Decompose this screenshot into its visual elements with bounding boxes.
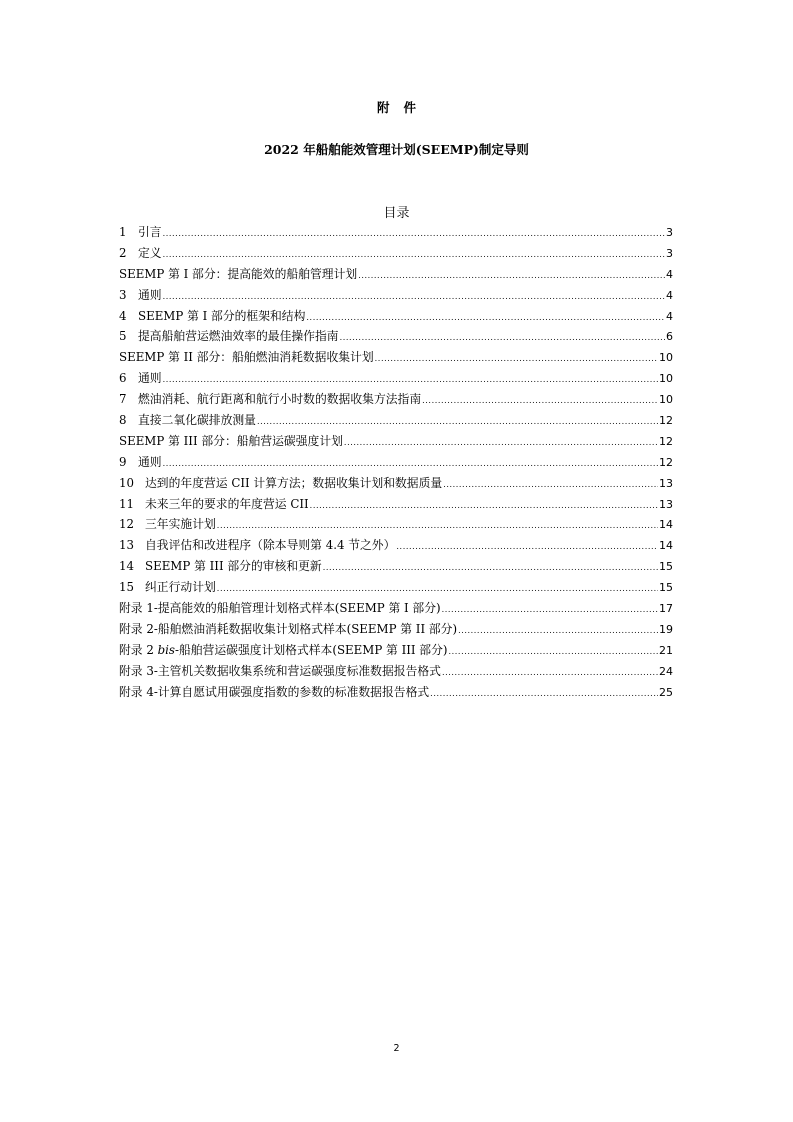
toc-entry-text: 自我评估和改进程序（除本导则第 4.4 节之外） xyxy=(145,538,396,553)
annex-heading-char-1: 附 xyxy=(376,100,390,115)
toc-leader-dots xyxy=(358,266,665,287)
toc-entry-appendix-2-bis[interactable] xyxy=(119,640,673,661)
toc-leader-dots xyxy=(344,433,658,454)
toc-entry-page: 12 xyxy=(659,414,673,428)
toc-entry-text: 定义 xyxy=(138,245,162,260)
toc-entry-page: 12 xyxy=(659,455,673,469)
toc-entry-text: 未来三年的要求的年度营运 CII xyxy=(145,496,309,511)
toc-entry-seemp-part-2[interactable] xyxy=(119,347,673,368)
toc-entry-12[interactable] xyxy=(119,514,673,535)
toc-entry-5[interactable] xyxy=(119,326,673,347)
toc-entry-page: 4 xyxy=(666,267,673,281)
toc-entry-10[interactable] xyxy=(119,473,673,494)
toc-entry-page: 3 xyxy=(666,246,673,260)
toc-entry-page: 19 xyxy=(659,622,673,636)
toc-leader-dots xyxy=(443,475,658,496)
toc-entry-appendix-3[interactable] xyxy=(119,661,673,682)
annex-heading-char-2: 件 xyxy=(403,100,417,115)
toc-entry-number: 13 xyxy=(119,538,135,553)
table-of-contents xyxy=(119,222,673,702)
toc-entry-text: 燃油消耗、航行距离和航行小时数的数据收集方法指南 xyxy=(138,392,422,407)
toc-entry-4[interactable] xyxy=(119,306,673,327)
toc-entry-number: 11 xyxy=(119,496,135,511)
toc-entry-text-italic: bis xyxy=(157,642,175,657)
toc-entry-page: 10 xyxy=(659,393,673,407)
toc-leader-dots xyxy=(163,245,665,266)
toc-entry-page: 4 xyxy=(666,288,673,302)
toc-leader-dots xyxy=(375,349,658,370)
toc-leader-dots xyxy=(306,308,665,329)
toc-entry-13[interactable] xyxy=(119,535,673,556)
toc-entry-number: 7 xyxy=(119,392,127,407)
toc-entry-text: SEEMP 第 III 部分的审核和更新 xyxy=(145,559,322,574)
toc-leader-dots xyxy=(422,391,658,412)
toc-entry-11[interactable] xyxy=(119,494,673,515)
toc-entry-page: 10 xyxy=(659,372,673,386)
toc-entry-text: 通则 xyxy=(138,454,162,469)
toc-entry-text-suffix: -船舶营运碳强度计划格式样本(SEEMP 第 III 部分) xyxy=(175,642,448,657)
toc-entry-text: SEEMP 第 III 部分：船舶营运碳强度计划 xyxy=(119,433,343,448)
toc-leader-dots xyxy=(442,663,658,684)
toc-entry-text: 附录 2-船舶燃油消耗数据收集计划格式样本(SEEMP 第 II 部分) xyxy=(119,621,458,636)
toc-leader-dots xyxy=(458,621,658,642)
toc-entry-text xyxy=(119,640,448,661)
toc-leader-dots xyxy=(323,558,658,579)
toc-leader-dots xyxy=(442,600,658,621)
toc-entry-number: 2 xyxy=(119,245,127,260)
toc-entry-page: 15 xyxy=(659,581,673,595)
toc-leader-dots xyxy=(430,684,658,705)
toc-entry-text: 提高船舶营运燃油效率的最佳操作指南 xyxy=(138,329,339,344)
toc-leader-dots xyxy=(340,328,665,349)
toc-entry-text: 通则 xyxy=(138,287,162,302)
toc-entry-text: 附录 1-提高能效的船舶管理计划格式样本(SEEMP 第 I 部分) xyxy=(119,601,441,616)
toc-entry-number: 8 xyxy=(119,413,127,428)
toc-entry-page: 14 xyxy=(659,539,673,553)
toc-entry-page: 6 xyxy=(666,330,673,344)
toc-leader-dots xyxy=(257,412,658,433)
toc-entry-number: 4 xyxy=(119,308,127,323)
toc-entry-1[interactable] xyxy=(119,222,673,243)
toc-entry-number: 15 xyxy=(119,580,135,595)
toc-entry-8[interactable] xyxy=(119,410,673,431)
toc-entry-14[interactable] xyxy=(119,556,673,577)
toc-entry-6[interactable] xyxy=(119,368,673,389)
document-title: 2022 年船舶能效管理计划(SEEMP)制定导则 xyxy=(264,142,529,157)
toc-entry-number: 12 xyxy=(119,517,135,532)
toc-entry-page: 14 xyxy=(659,518,673,532)
toc-entry-page: 15 xyxy=(659,560,673,574)
toc-entry-page: 25 xyxy=(659,685,673,699)
toc-entry-text: 通则 xyxy=(138,371,162,386)
toc-entry-page: 21 xyxy=(659,643,673,657)
toc-leader-dots xyxy=(217,516,658,537)
toc-entry-text: 附录 4-计算自愿试用碳强度指数的参数的标准数据报告格式 xyxy=(119,684,430,699)
toc-entry-page: 3 xyxy=(666,226,673,239)
toc-entry-text: 纠正行动计划 xyxy=(145,580,216,595)
toc-entry-number: 1 xyxy=(119,225,127,239)
annex-heading xyxy=(0,98,793,116)
toc-entry-number: 5 xyxy=(119,329,127,344)
toc-entry-number: 14 xyxy=(119,559,135,574)
toc-entry-text: 直接二氧化碳排放测量 xyxy=(138,413,256,428)
toc-entry-15[interactable] xyxy=(119,577,673,598)
toc-entry-text: 附录 3-主管机关数据收集系统和营运碳强度标准数据报告格式 xyxy=(119,663,441,678)
toc-entry-number: 9 xyxy=(119,454,127,469)
toc-leader-dots xyxy=(163,287,665,308)
toc-entry-text: SEEMP 第 I 部分的框架和结构 xyxy=(138,308,306,323)
toc-entry-number: 10 xyxy=(119,475,135,490)
toc-leader-dots xyxy=(217,579,658,600)
toc-entry-seemp-part-1[interactable] xyxy=(119,264,673,285)
toc-entry-7[interactable] xyxy=(119,389,673,410)
toc-entry-text: SEEMP 第 II 部分：船舶燃油消耗数据收集计划 xyxy=(119,350,374,365)
toc-entry-2[interactable] xyxy=(119,243,673,264)
toc-entry-text-prefix: 附录 2 xyxy=(119,642,158,657)
toc-entry-page: 4 xyxy=(666,309,673,323)
toc-entry-text: 三年实施计划 xyxy=(145,517,216,532)
toc-entry-page: 24 xyxy=(659,664,673,678)
toc-leader-dots xyxy=(449,642,659,663)
toc-leader-dots xyxy=(396,537,658,558)
toc-entry-appendix-1[interactable] xyxy=(119,598,673,619)
toc-entry-number: 3 xyxy=(119,287,127,302)
toc-entry-page: 10 xyxy=(659,351,673,365)
toc-entry-appendix-2[interactable] xyxy=(119,619,673,640)
toc-entry-appendix-4[interactable] xyxy=(119,682,673,703)
toc-entry-9[interactable] xyxy=(119,452,673,473)
toc-leader-dots xyxy=(163,224,665,245)
toc-entry-number: 6 xyxy=(119,371,127,386)
toc-entry-page: 13 xyxy=(659,497,673,511)
page-number: 2 xyxy=(393,1043,400,1054)
toc-entry-text: 达到的年度营运 CII 计算方法；数据收集计划和数据质量 xyxy=(145,475,443,490)
toc-entry-seemp-part-3[interactable] xyxy=(119,431,673,452)
toc-leader-dots xyxy=(310,496,658,517)
toc-leader-dots xyxy=(163,370,658,391)
toc-entry-text: SEEMP 第 I 部分：提高能效的船舶管理计划 xyxy=(119,266,358,281)
toc-entry-page: 17 xyxy=(659,602,673,616)
toc-entry-page: 12 xyxy=(659,434,673,448)
toc-leader-dots xyxy=(163,454,658,475)
toc-entry-3[interactable] xyxy=(119,285,673,306)
toc-heading: 目录 xyxy=(383,206,410,221)
toc-entry-page: 13 xyxy=(659,476,673,490)
toc-entry-text: 引言 xyxy=(138,225,162,239)
